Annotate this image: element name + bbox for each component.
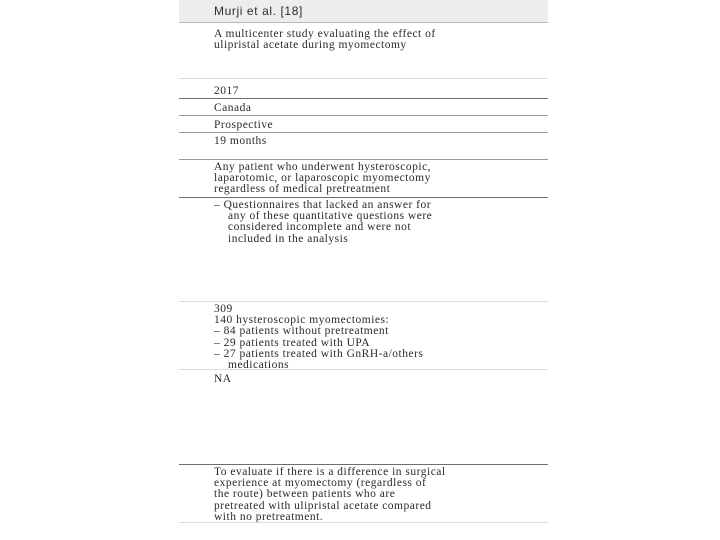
row-divider (179, 132, 548, 133)
sample-item: – 84 patients without pretreatment (214, 325, 389, 338)
study-title-line: ulipristal acetate during myomectomy (214, 39, 407, 52)
sample-cell (214, 304, 544, 371)
sample-summary: 140 hysteroscopic myomectomies: (214, 314, 390, 327)
row-divider (179, 115, 548, 116)
exclusion-line: included in the analysis (228, 232, 349, 245)
objective-line: with no pretreatment. (214, 510, 324, 523)
study-title-line: A multicenter study evaluating the effect of (214, 28, 436, 40)
row-divider (179, 98, 548, 99)
study-author-title: Murji et al. [18] (214, 4, 303, 18)
na-cell: NA (214, 373, 232, 385)
sample-item: – 27 patients treated with GnRH-a/others (214, 347, 424, 360)
row-divider (179, 197, 548, 198)
inclusion-line: Any patient who underwent hysteroscopic, (214, 161, 432, 173)
objective-cell (214, 467, 544, 523)
exclusion-text: Questionnaires that lacked an answer for (223, 199, 432, 211)
inclusion-line: regardless of medical pretreatment (214, 183, 391, 196)
row-divider (179, 159, 548, 160)
study-table-column (179, 0, 548, 540)
design-cell: Prospective (214, 119, 274, 131)
objective-line: pretreated with ulipristal acetate compared (214, 499, 432, 512)
exclusion-line: any of these quantitative questions were (228, 210, 433, 223)
inclusion-line: laparotomic, or laparoscopic myomectomy (214, 172, 431, 185)
sample-item-continuation: medications (228, 359, 290, 372)
row-divider (179, 78, 548, 79)
row-divider (179, 522, 548, 523)
exclusion-line: considered incomplete and were not (228, 221, 412, 234)
dash-bullet: – (214, 199, 221, 211)
exclusion-cell (214, 200, 544, 245)
country-cell: Canada (214, 102, 252, 114)
objective-line: experience at myomectomy (regardless of (214, 477, 427, 490)
row-divider (179, 301, 548, 302)
year-cell: 2017 (214, 85, 239, 97)
sample-item: – 29 patients treated with UPA (214, 336, 371, 349)
row-divider (179, 464, 548, 465)
inclusion-cell (214, 162, 544, 196)
duration-cell: 19 months (214, 135, 267, 147)
objective-line: the route) between patients who are (214, 488, 396, 501)
table-header (179, 0, 548, 23)
objective-line: To evaluate if there is a difference in surgical (214, 466, 446, 478)
row-divider (179, 369, 548, 370)
study-title-cell (214, 29, 544, 51)
sample-total: 309 (214, 303, 233, 315)
